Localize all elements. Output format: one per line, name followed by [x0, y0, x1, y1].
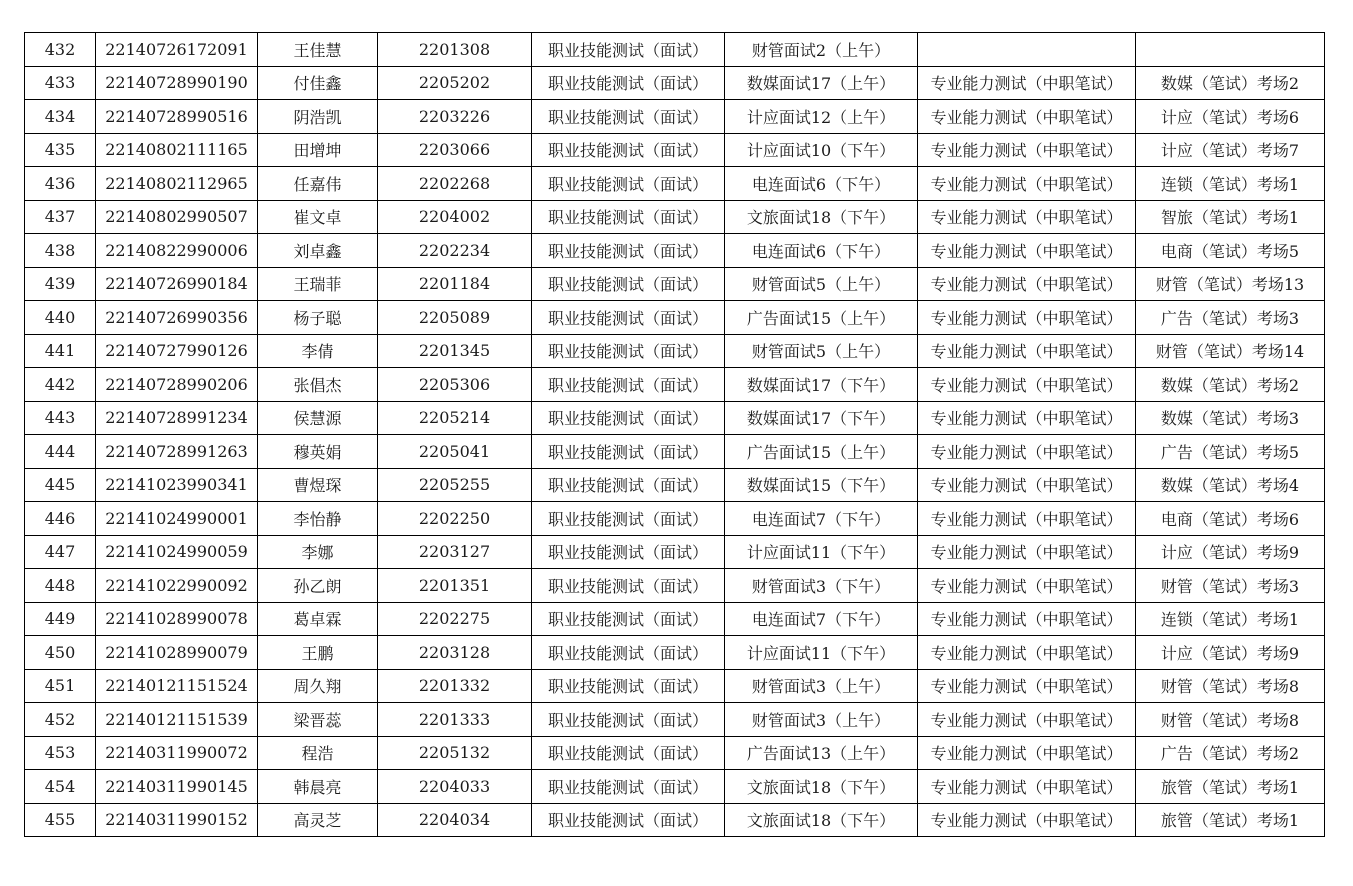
candidate-name-cell: 程浩: [258, 736, 378, 770]
candidate-id-cell: 22141024990001: [96, 502, 258, 536]
candidate-name-cell: 韩晨亮: [258, 770, 378, 804]
table-row: [25, 770, 1325, 804]
row-number-cell: 446: [25, 502, 96, 536]
interview-session-cell: 广告面试15（上午）: [725, 435, 918, 469]
written-room-cell: 计应（笔试）考场6: [1136, 100, 1325, 134]
table-row: [25, 301, 1325, 335]
row-number-cell: 436: [25, 167, 96, 201]
skill-test-cell: 职业技能测试（面试）: [532, 602, 725, 636]
written-test-cell: 专业能力测试（中职笔试）: [918, 234, 1136, 268]
candidate-name-cell: 阴浩凯: [258, 100, 378, 134]
written-room-cell: 财管（笔试）考场13: [1136, 267, 1325, 301]
table-row: [25, 636, 1325, 670]
table-row: [25, 435, 1325, 469]
table-row: [25, 133, 1325, 167]
skill-test-cell: 职业技能测试（面试）: [532, 301, 725, 335]
row-number-cell: 441: [25, 334, 96, 368]
row-number-cell: 442: [25, 368, 96, 402]
row-number-cell: 432: [25, 33, 96, 67]
table-row: [25, 401, 1325, 435]
interview-session-cell: 财管面试2（上午）: [725, 33, 918, 67]
written-room-cell: 数媒（笔试）考场2: [1136, 368, 1325, 402]
skill-test-cell: 职业技能测试（面试）: [532, 535, 725, 569]
interview-session-cell: 数媒面试17（下午）: [725, 368, 918, 402]
candidate-name-cell: 穆英娟: [258, 435, 378, 469]
row-number-cell: 449: [25, 602, 96, 636]
skill-test-cell: 职业技能测试（面试）: [532, 368, 725, 402]
written-test-cell: 专业能力测试（中职笔试）: [918, 267, 1136, 301]
candidate-id-cell: 22140728990206: [96, 368, 258, 402]
written-test-cell: 专业能力测试（中职笔试）: [918, 66, 1136, 100]
written-room-cell: [1136, 33, 1325, 67]
table-row: [25, 703, 1325, 737]
skill-test-cell: 职业技能测试（面试）: [532, 502, 725, 536]
candidate-id-cell: 22141028990078: [96, 602, 258, 636]
written-test-cell: 专业能力测试（中职笔试）: [918, 133, 1136, 167]
interview-session-cell: 数媒面试17（下午）: [725, 401, 918, 435]
row-number-cell: 437: [25, 200, 96, 234]
row-number-cell: 450: [25, 636, 96, 670]
candidate-name-cell: 曹煜琛: [258, 468, 378, 502]
interview-session-cell: 计应面试11（下午）: [725, 535, 918, 569]
written-test-cell: 专业能力测试（中职笔试）: [918, 200, 1136, 234]
candidate-id-cell: 22140726990184: [96, 267, 258, 301]
exam-number-cell: 2201332: [378, 669, 532, 703]
interview-session-cell: 财管面试5（上午）: [725, 334, 918, 368]
skill-test-cell: 职业技能测试（面试）: [532, 100, 725, 134]
exam-number-cell: 2204034: [378, 803, 532, 837]
row-number-cell: 438: [25, 234, 96, 268]
written-room-cell: 广告（笔试）考场3: [1136, 301, 1325, 335]
table-row: [25, 66, 1325, 100]
table-row: [25, 468, 1325, 502]
skill-test-cell: 职业技能测试（面试）: [532, 435, 725, 469]
written-test-cell: 专业能力测试（中职笔试）: [918, 636, 1136, 670]
candidate-name-cell: 杨子聪: [258, 301, 378, 335]
table-row: [25, 368, 1325, 402]
exam-number-cell: 2201351: [378, 569, 532, 603]
interview-session-cell: 文旅面试18（下午）: [725, 200, 918, 234]
written-room-cell: 连锁（笔试）考场1: [1136, 167, 1325, 201]
table-row: [25, 167, 1325, 201]
exam-roster-body: [25, 33, 1325, 837]
candidate-name-cell: 梁晋蕊: [258, 703, 378, 737]
written-room-cell: 旅管（笔试）考场1: [1136, 770, 1325, 804]
skill-test-cell: 职业技能测试（面试）: [532, 770, 725, 804]
written-room-cell: 电商（笔试）考场6: [1136, 502, 1325, 536]
candidate-name-cell: 高灵芝: [258, 803, 378, 837]
row-number-cell: 452: [25, 703, 96, 737]
written-test-cell: 专业能力测试（中职笔试）: [918, 368, 1136, 402]
candidate-name-cell: 付佳鑫: [258, 66, 378, 100]
written-room-cell: 电商（笔试）考场5: [1136, 234, 1325, 268]
written-test-cell: 专业能力测试（中职笔试）: [918, 736, 1136, 770]
interview-session-cell: 计应面试10（下午）: [725, 133, 918, 167]
row-number-cell: 445: [25, 468, 96, 502]
candidate-id-cell: 22141024990059: [96, 535, 258, 569]
candidate-name-cell: 崔文卓: [258, 200, 378, 234]
skill-test-cell: 职业技能测试（面试）: [532, 267, 725, 301]
exam-number-cell: 2205202: [378, 66, 532, 100]
candidate-id-cell: 22141028990079: [96, 636, 258, 670]
candidate-id-cell: 22140311990145: [96, 770, 258, 804]
candidate-name-cell: 葛卓霖: [258, 602, 378, 636]
exam-number-cell: 2205041: [378, 435, 532, 469]
candidate-id-cell: 22141023990341: [96, 468, 258, 502]
candidate-id-cell: 22140726990356: [96, 301, 258, 335]
candidate-name-cell: 李倩: [258, 334, 378, 368]
candidate-name-cell: 张倡杰: [258, 368, 378, 402]
row-number-cell: 447: [25, 535, 96, 569]
row-number-cell: 434: [25, 100, 96, 134]
row-number-cell: 454: [25, 770, 96, 804]
written-room-cell: 计应（笔试）考场9: [1136, 535, 1325, 569]
exam-number-cell: 2202275: [378, 602, 532, 636]
candidate-id-cell: 22140802990507: [96, 200, 258, 234]
skill-test-cell: 职业技能测试（面试）: [532, 803, 725, 837]
interview-session-cell: 电连面试6（下午）: [725, 234, 918, 268]
exam-number-cell: 2203128: [378, 636, 532, 670]
written-room-cell: 财管（笔试）考场8: [1136, 703, 1325, 737]
written-room-cell: 连锁（笔试）考场1: [1136, 602, 1325, 636]
written-room-cell: 数媒（笔试）考场3: [1136, 401, 1325, 435]
written-test-cell: 专业能力测试（中职笔试）: [918, 468, 1136, 502]
candidate-name-cell: 任嘉伟: [258, 167, 378, 201]
exam-number-cell: 2203226: [378, 100, 532, 134]
interview-session-cell: 计应面试11（下午）: [725, 636, 918, 670]
row-number-cell: 435: [25, 133, 96, 167]
skill-test-cell: 职业技能测试（面试）: [532, 703, 725, 737]
skill-test-cell: 职业技能测试（面试）: [532, 636, 725, 670]
interview-session-cell: 财管面试5（上午）: [725, 267, 918, 301]
written-room-cell: 广告（笔试）考场2: [1136, 736, 1325, 770]
table-row: [25, 602, 1325, 636]
row-number-cell: 455: [25, 803, 96, 837]
candidate-id-cell: 22140802112965: [96, 167, 258, 201]
table-row: [25, 267, 1325, 301]
row-number-cell: 448: [25, 569, 96, 603]
written-test-cell: 专业能力测试（中职笔试）: [918, 502, 1136, 536]
written-room-cell: 数媒（笔试）考场2: [1136, 66, 1325, 100]
exam-number-cell: 2205132: [378, 736, 532, 770]
table-row: [25, 234, 1325, 268]
row-number-cell: 433: [25, 66, 96, 100]
skill-test-cell: 职业技能测试（面试）: [532, 167, 725, 201]
skill-test-cell: 职业技能测试（面试）: [532, 468, 725, 502]
table-row: [25, 334, 1325, 368]
written-test-cell: 专业能力测试（中职笔试）: [918, 535, 1136, 569]
candidate-name-cell: 李怡静: [258, 502, 378, 536]
candidate-name-cell: 周久翔: [258, 669, 378, 703]
written-test-cell: 专业能力测试（中职笔试）: [918, 569, 1136, 603]
row-number-cell: 443: [25, 401, 96, 435]
written-room-cell: 计应（笔试）考场9: [1136, 636, 1325, 670]
written-room-cell: 财管（笔试）考场14: [1136, 334, 1325, 368]
table-row: [25, 669, 1325, 703]
written-room-cell: 智旅（笔试）考场1: [1136, 200, 1325, 234]
skill-test-cell: 职业技能测试（面试）: [532, 33, 725, 67]
written-test-cell: 专业能力测试（中职笔试）: [918, 703, 1136, 737]
exam-number-cell: 2203127: [378, 535, 532, 569]
table-row: [25, 33, 1325, 67]
written-test-cell: 专业能力测试（中职笔试）: [918, 167, 1136, 201]
skill-test-cell: 职业技能测试（面试）: [532, 234, 725, 268]
interview-session-cell: 文旅面试18（下午）: [725, 803, 918, 837]
written-room-cell: 计应（笔试）考场7: [1136, 133, 1325, 167]
candidate-id-cell: 22140728991263: [96, 435, 258, 469]
table-row: [25, 803, 1325, 837]
exam-number-cell: 2205306: [378, 368, 532, 402]
row-number-cell: 440: [25, 301, 96, 335]
skill-test-cell: 职业技能测试（面试）: [532, 401, 725, 435]
candidate-name-cell: 王佳慧: [258, 33, 378, 67]
interview-session-cell: 财管面试3（下午）: [725, 569, 918, 603]
table-row: [25, 736, 1325, 770]
skill-test-cell: 职业技能测试（面试）: [532, 736, 725, 770]
interview-session-cell: 数媒面试15（下午）: [725, 468, 918, 502]
written-test-cell: 专业能力测试（中职笔试）: [918, 803, 1136, 837]
interview-session-cell: 数媒面试17（上午）: [725, 66, 918, 100]
interview-session-cell: 财管面试3（上午）: [725, 669, 918, 703]
written-test-cell: 专业能力测试（中职笔试）: [918, 435, 1136, 469]
interview-session-cell: 文旅面试18（下午）: [725, 770, 918, 804]
candidate-id-cell: 22140822990006: [96, 234, 258, 268]
skill-test-cell: 职业技能测试（面试）: [532, 133, 725, 167]
written-test-cell: 专业能力测试（中职笔试）: [918, 602, 1136, 636]
interview-session-cell: 计应面试12（上午）: [725, 100, 918, 134]
exam-number-cell: 2205089: [378, 301, 532, 335]
exam-number-cell: 2201308: [378, 33, 532, 67]
interview-session-cell: 电连面试7（下午）: [725, 502, 918, 536]
table-row: [25, 502, 1325, 536]
written-test-cell: 专业能力测试（中职笔试）: [918, 301, 1136, 335]
exam-number-cell: 2201184: [378, 267, 532, 301]
exam-number-cell: 2201345: [378, 334, 532, 368]
interview-session-cell: 财管面试3（上午）: [725, 703, 918, 737]
table-row: [25, 100, 1325, 134]
candidate-id-cell: 22140728991234: [96, 401, 258, 435]
skill-test-cell: 职业技能测试（面试）: [532, 569, 725, 603]
exam-number-cell: 2202250: [378, 502, 532, 536]
written-test-cell: 专业能力测试（中职笔试）: [918, 100, 1136, 134]
candidate-name-cell: 王瑞菲: [258, 267, 378, 301]
candidate-name-cell: 李娜: [258, 535, 378, 569]
exam-number-cell: 2204033: [378, 770, 532, 804]
exam-number-cell: 2205255: [378, 468, 532, 502]
skill-test-cell: 职业技能测试（面试）: [532, 334, 725, 368]
written-test-cell: 专业能力测试（中职笔试）: [918, 770, 1136, 804]
exam-number-cell: 2202268: [378, 167, 532, 201]
written-room-cell: 财管（笔试）考场8: [1136, 669, 1325, 703]
table-row: [25, 569, 1325, 603]
exam-number-cell: 2204002: [378, 200, 532, 234]
written-room-cell: 旅管（笔试）考场1: [1136, 803, 1325, 837]
interview-session-cell: 电连面试6（下午）: [725, 167, 918, 201]
written-test-cell: 专业能力测试（中职笔试）: [918, 334, 1136, 368]
exam-number-cell: 2202234: [378, 234, 532, 268]
exam-number-cell: 2205214: [378, 401, 532, 435]
skill-test-cell: 职业技能测试（面试）: [532, 200, 725, 234]
candidate-id-cell: 22140311990072: [96, 736, 258, 770]
candidate-id-cell: 22140727990126: [96, 334, 258, 368]
skill-test-cell: 职业技能测试（面试）: [532, 669, 725, 703]
row-number-cell: 444: [25, 435, 96, 469]
candidate-id-cell: 22140726172091: [96, 33, 258, 67]
candidate-id-cell: 22140802111165: [96, 133, 258, 167]
table-row: [25, 200, 1325, 234]
skill-test-cell: 职业技能测试（面试）: [532, 66, 725, 100]
candidate-name-cell: 孙乙朗: [258, 569, 378, 603]
row-number-cell: 451: [25, 669, 96, 703]
candidate-id-cell: 22141022990092: [96, 569, 258, 603]
written-test-cell: 专业能力测试（中职笔试）: [918, 669, 1136, 703]
candidate-id-cell: 22140728990516: [96, 100, 258, 134]
written-test-cell: [918, 33, 1136, 67]
exam-number-cell: 2201333: [378, 703, 532, 737]
interview-session-cell: 广告面试13（上午）: [725, 736, 918, 770]
row-number-cell: 453: [25, 736, 96, 770]
candidate-id-cell: 22140121151524: [96, 669, 258, 703]
candidate-id-cell: 22140121151539: [96, 703, 258, 737]
candidate-id-cell: 22140311990152: [96, 803, 258, 837]
written-test-cell: 专业能力测试（中职笔试）: [918, 401, 1136, 435]
written-room-cell: 数媒（笔试）考场4: [1136, 468, 1325, 502]
candidate-name-cell: 田增坤: [258, 133, 378, 167]
written-room-cell: 广告（笔试）考场5: [1136, 435, 1325, 469]
table-row: [25, 535, 1325, 569]
written-room-cell: 财管（笔试）考场3: [1136, 569, 1325, 603]
candidate-name-cell: 王鹏: [258, 636, 378, 670]
interview-session-cell: 广告面试15（上午）: [725, 301, 918, 335]
interview-session-cell: 电连面试7（下午）: [725, 602, 918, 636]
candidate-id-cell: 22140728990190: [96, 66, 258, 100]
candidate-name-cell: 侯慧源: [258, 401, 378, 435]
exam-roster-table: [24, 32, 1325, 837]
candidate-name-cell: 刘卓鑫: [258, 234, 378, 268]
row-number-cell: 439: [25, 267, 96, 301]
exam-number-cell: 2203066: [378, 133, 532, 167]
